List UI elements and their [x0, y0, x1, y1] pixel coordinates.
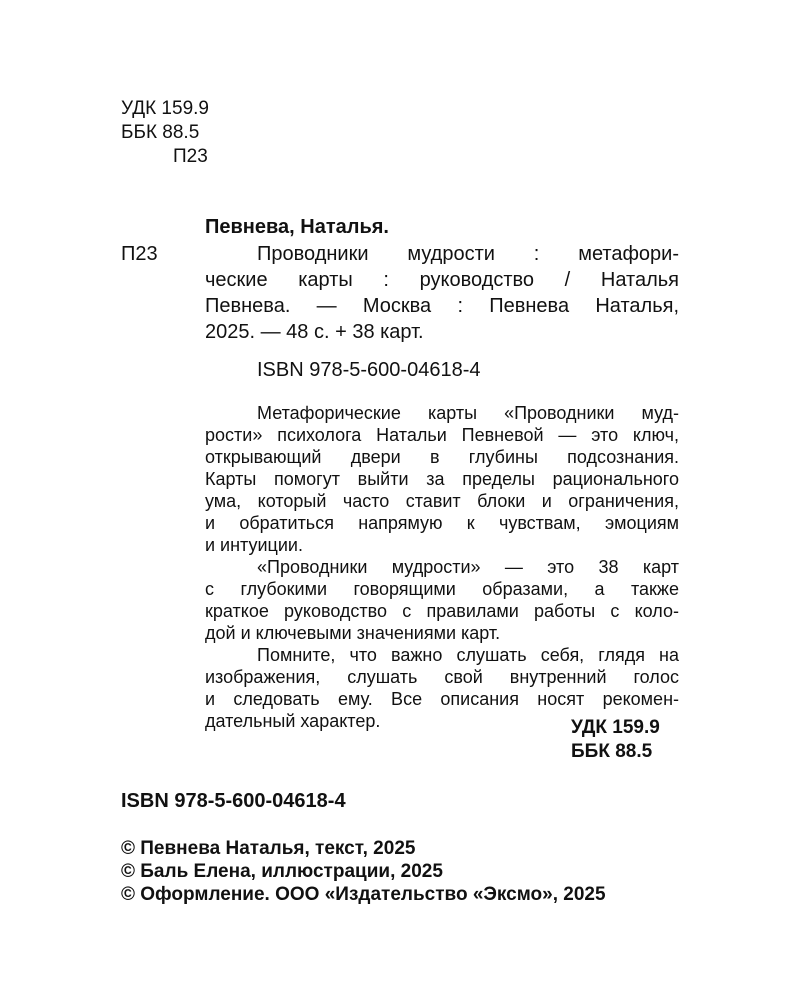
annotation-line: и интуиции.: [205, 535, 303, 555]
entry-author-mark: П23: [121, 243, 158, 265]
footer-isbn: ISBN 978-5-600-04618-4: [121, 790, 346, 812]
annotation-line: и обратиться напрямую к чувствам, эмоциям: [205, 513, 679, 533]
copyright-line: © Певнева Наталья, текст, 2025: [121, 838, 416, 859]
annotation-line: дательный характер.: [205, 711, 381, 731]
annotation-line: краткое руководство с правилами работы с коло-: [205, 601, 679, 621]
annotation-line: дой и ключевыми значениями карт.: [205, 623, 501, 643]
title-line: Проводники мудрости : метафори-: [257, 243, 679, 265]
annotation-line: и следовать ему. Все описания носят рекомен-: [205, 689, 679, 709]
author-heading: Певнева, Наталья.: [205, 216, 389, 238]
copyright-line: © Оформление. ООО «Издательство «Эксмо», 2025: [121, 884, 606, 905]
title-line: ческие карты : руководство / Наталья: [205, 269, 679, 291]
annotation-udk: УДК 159.9: [571, 717, 660, 738]
annotation-line: изображения, слушать свой внутренний голос: [205, 667, 679, 687]
annotation-line: Помните, что важно слушать себя, глядя на: [257, 645, 679, 665]
annotation-line: ума, который часто ставит блоки и ограничения,: [205, 491, 679, 511]
entry-isbn: ISBN 978-5-600-04618-4: [257, 359, 481, 381]
annotation-line: Карты помогут выйти за пределы рационального: [205, 469, 679, 489]
header-udk: УДК 159.9: [121, 98, 209, 119]
annotation-line: с глубокими говорящими образами, а также: [205, 579, 679, 599]
annotation-line: «Проводники мудрости» — это 38 карт: [257, 557, 679, 577]
title-line: 2025. — 48 с. + 38 карт.: [205, 321, 424, 343]
annotation-line: открывающий двери в глубины подсознания.: [205, 447, 679, 467]
header-bbk: ББК 88.5: [121, 122, 200, 143]
header-author-mark: П23: [173, 146, 208, 167]
title-line: Певнева. — Москва : Певнева Наталья,: [205, 295, 679, 317]
annotation-line: рости» психолога Натальи Певневой — это ключ,: [205, 425, 679, 445]
annotation-bbk: ББК 88.5: [571, 741, 653, 762]
copyright-line: © Баль Елена, иллюстрации, 2025: [121, 861, 443, 882]
annotation-line: Метафорические карты «Проводники муд-: [257, 403, 679, 423]
